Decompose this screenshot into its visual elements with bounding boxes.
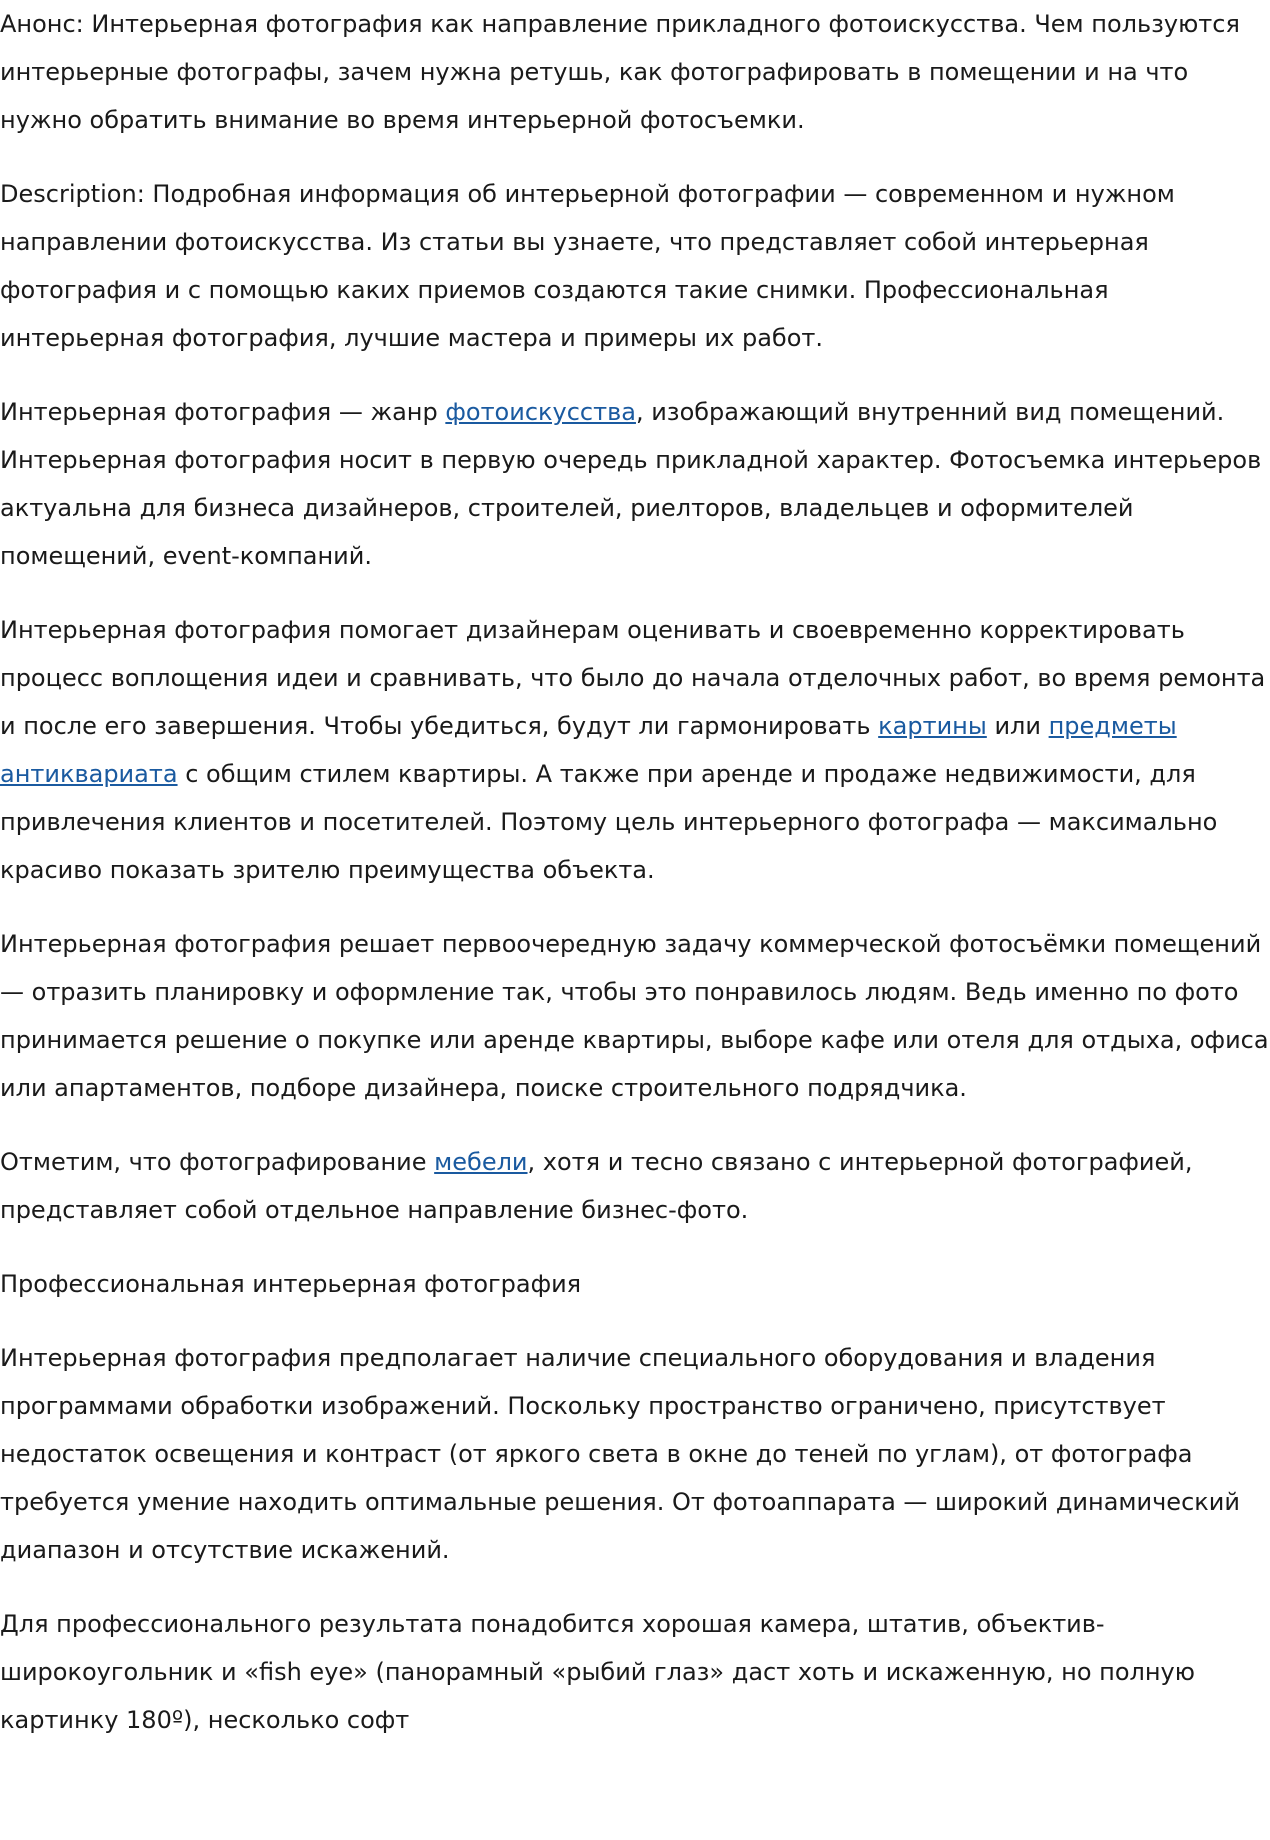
designers-text-before: Интерьерная фотография помогает дизайнерам оценивать и своевременно корректировать процесс воплощения идеи и сравнивать, что было до начала отделочных работ, во время ремонта и после его завершения. Чтобы убедиться, будут ли гармонировать xyxy=(0,616,1266,740)
section-heading: Профессиональная интерьерная фотография xyxy=(0,1270,582,1298)
furniture-paragraph xyxy=(0,1138,1270,1234)
photo-art-link[interactable]: фотоискусства xyxy=(445,398,636,426)
designers-text-after: с общим стилем квартиры. А также при аренде и продаже недвижимости, для привлечения клиентов и посетителей. Поэтому цель интерьерного фотографа — максимально красиво показать зрителю преимущества объекта. xyxy=(0,760,1218,884)
gear-paragraph: Для профессионального результата понадобится хорошая камера, штатив, объектив-широкоугольник и «fish eye» (панорамный «рыбий глаз» даст хоть и искаженную, но полную картинку 180º), несколько софт xyxy=(0,1610,1195,1734)
intro-text-before: Интерьерная фотография — жанр xyxy=(0,398,446,426)
furniture-link[interactable]: мебели xyxy=(434,1148,528,1176)
intro-text-after: , изображающий внутренний вид помещений. Интерьерная фотография носит в первую очередь прикладной характер. Фотосъемка интерьеров актуальна для бизнеса дизайнеров, строителей, риелторов, владельцев и оформителей помещений, event-компаний. xyxy=(0,398,1262,570)
designers-paragraph xyxy=(0,606,1270,894)
antiques-link[interactable]: предметы антиквариата xyxy=(0,712,1177,788)
anons-paragraph: Анонс: Интерьерная фотография как направление прикладного фотоискусства. Чем пользуются интерьерные фотографы, зачем нужна ретушь, как фотографировать в помещении и на что нужно обратить внимание во время интерьерной фотосъемки. xyxy=(0,10,1240,134)
commercial-paragraph: Интерьерная фотография решает первоочередную задачу коммерческой фотосъёмки помещений — отразить планировку и оформление так, чтобы это понравилось людям. Ведь именно по фото принимается решение о покупке или аренде квартиры, выборе кафе или отеля для отдыха, офиса или апартаментов, подборе дизайнера, поиске строительного подрядчика. xyxy=(0,930,1269,1102)
furniture-text-after: , хотя и тесно связано с интерьерной фотографией, представляет собой отдельное направление бизнес-фото. xyxy=(0,1148,1193,1224)
intro-paragraph xyxy=(0,388,1270,580)
furniture-text-before: Отметим, что фотографирование xyxy=(0,1148,435,1176)
paintings-link[interactable]: картины xyxy=(878,712,987,740)
equipment-paragraph: Интерьерная фотография предполагает наличие специального оборудования и владения программами обработки изображений. Поскольку пространство ограничено, присутствует недостаток освещения и контраст (от яркого света в окне до теней по углам), от фотографа требуется умение находить оптимальные решения. От фотоаппарата — широкий динамический диапазон и отсутствие искажений. xyxy=(0,1344,1240,1564)
designers-text-middle: или xyxy=(986,712,1049,740)
description-paragraph: Description: Подробная информация об интерьерной фотографии — современном и нужном направлении фотоискусства. Из статьи вы узнаете, что представляет собой интерьерная фотография и с помощью каких приемов создаются такие снимки. Профессиональная интерьерная фотография, лучшие мастера и примеры их работ. xyxy=(0,180,1175,352)
